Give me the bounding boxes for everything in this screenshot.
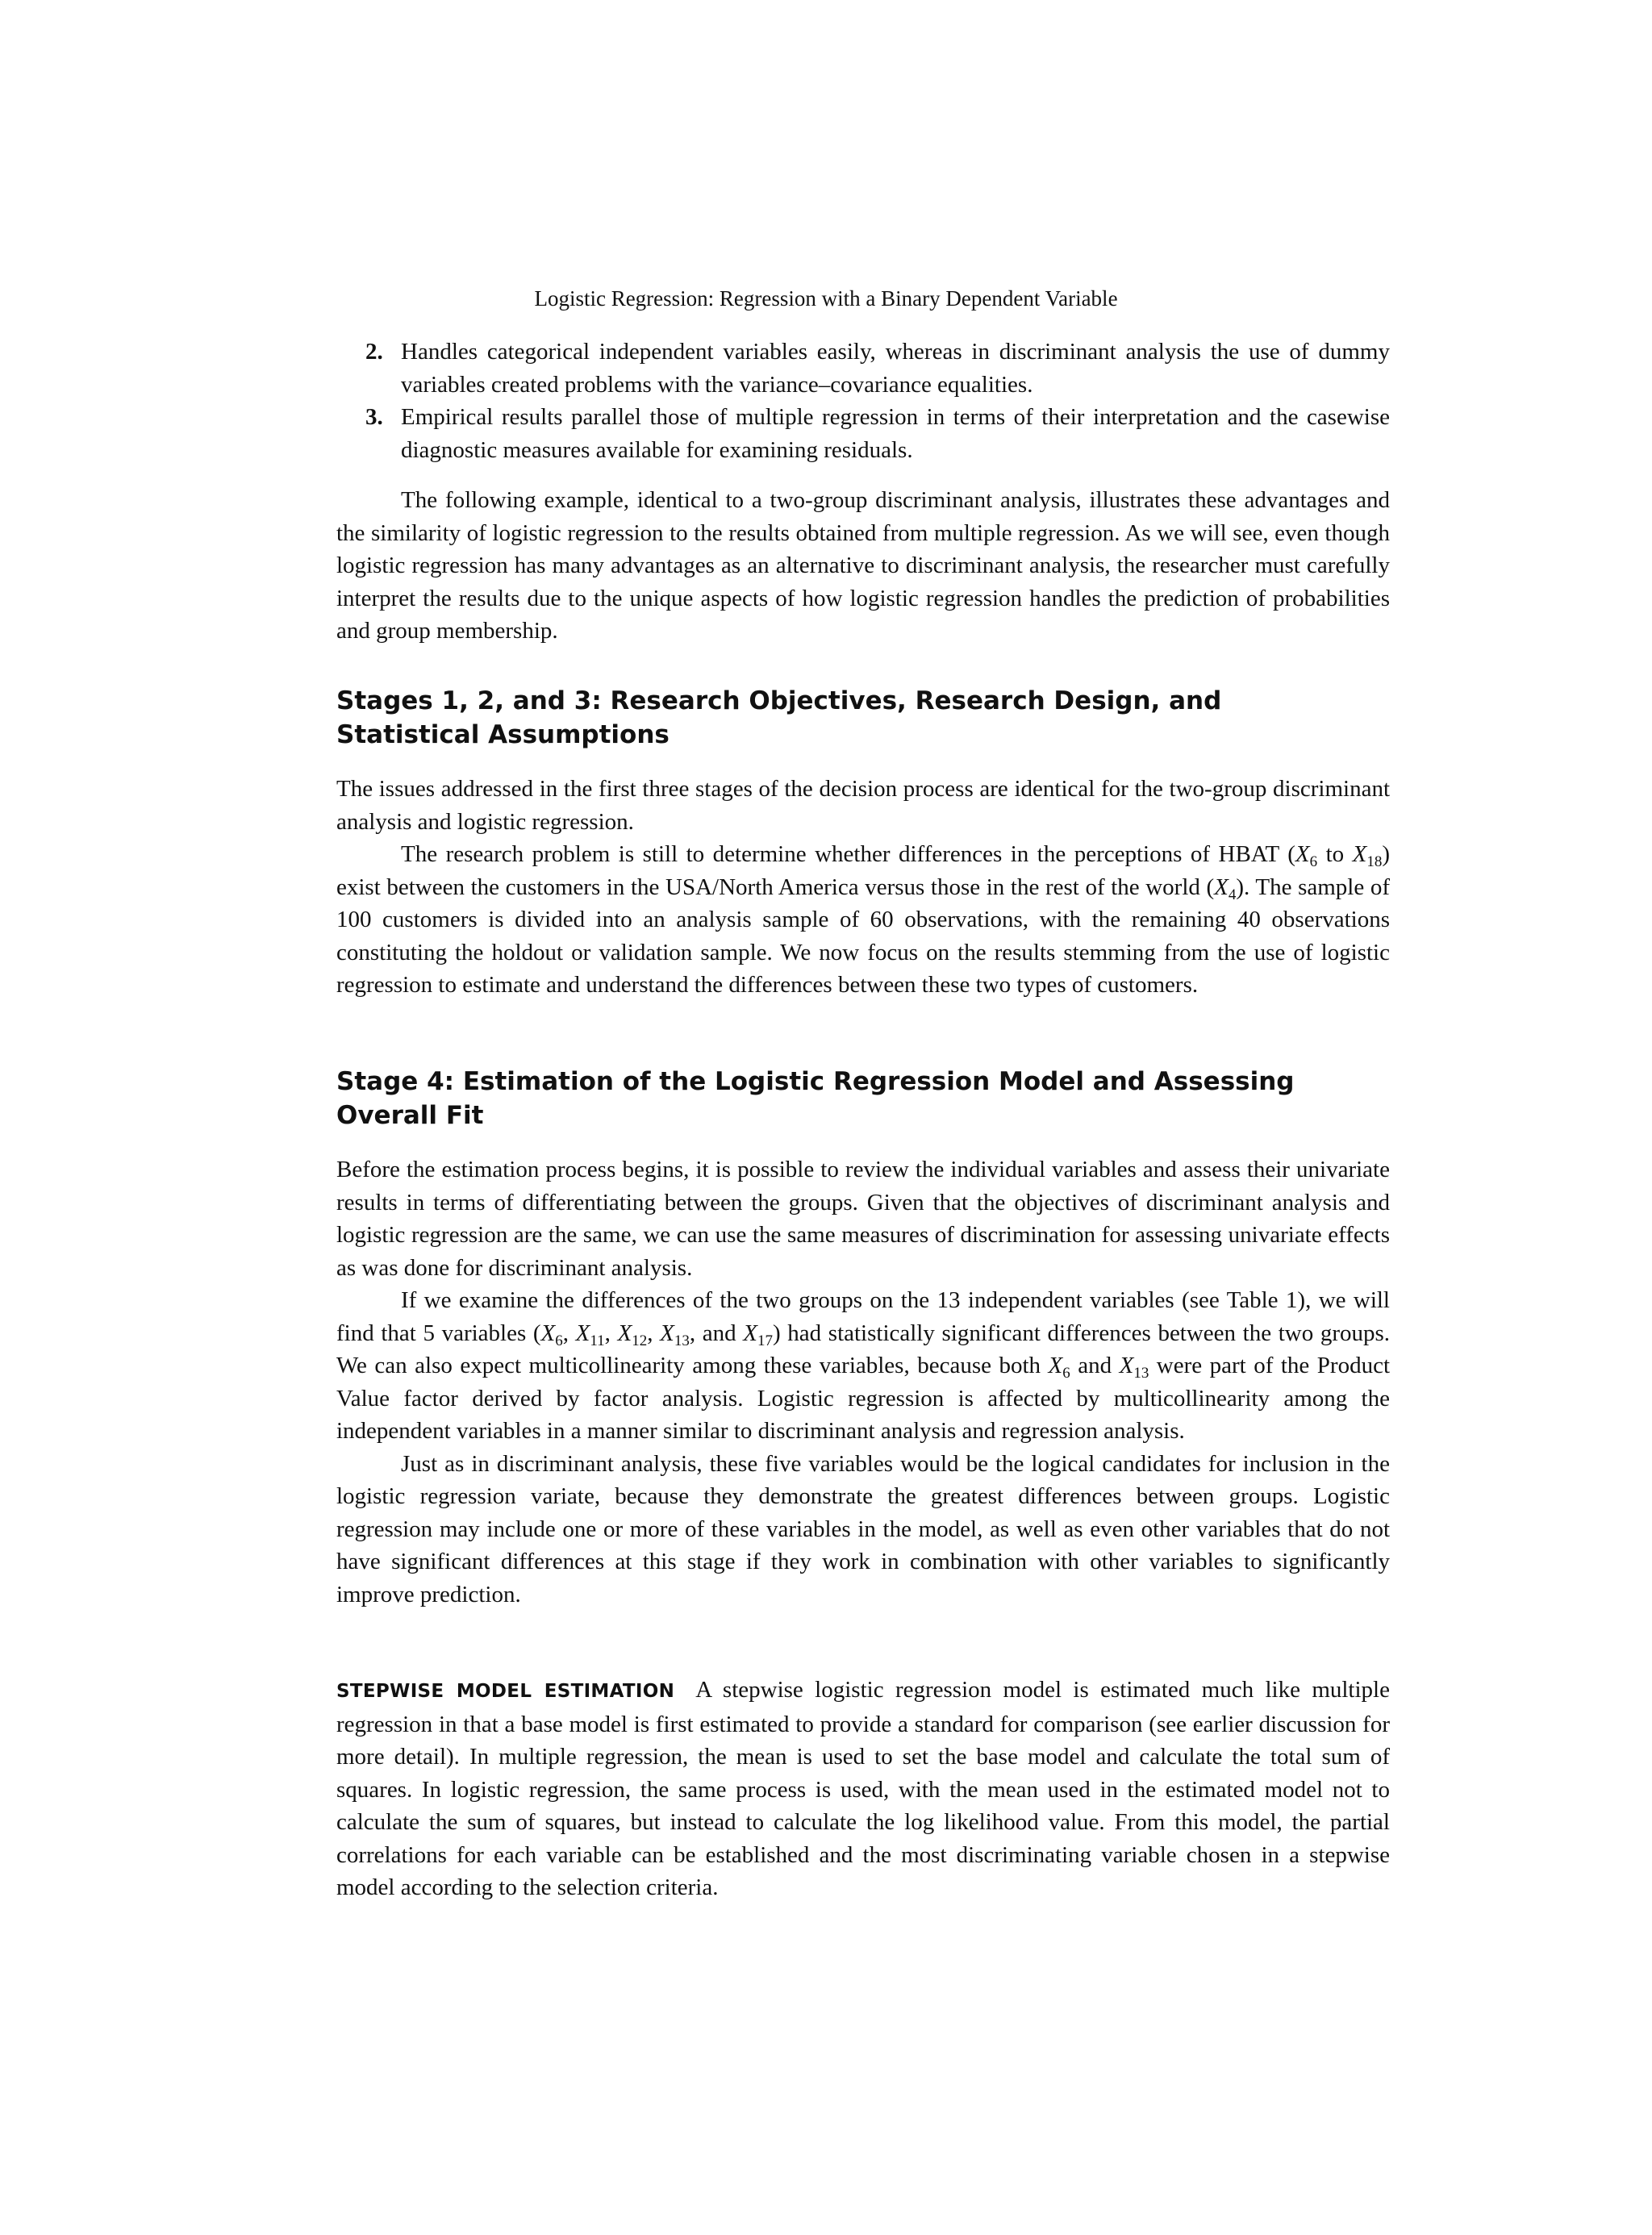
run-in-heading: STEPWISE MODEL ESTIMATION xyxy=(336,1681,675,1702)
variable-x12: $X_{12}$ xyxy=(617,1320,648,1349)
stepwise-section xyxy=(336,1674,1390,1904)
list-text: Empirical results parallel those of multiple regression in terms of their interpretation and the casewise diagnostic measures available for examining residuals. xyxy=(401,404,1390,463)
variable-x6: $X_6$ xyxy=(1048,1353,1070,1382)
intro-paragraph: The following example, identical to a two-group discriminant analysis, illustrates these advantages and the similarity of logistic regression to the results obtained from multiple regression. As we will see, even though logistic regression has many advantages as an alternative to discriminant analysis, the researcher must carefully interpret the results due to the unique aspects of how logistic regression handles the prediction of probabilities and group membership. xyxy=(336,487,1390,644)
list-item xyxy=(336,336,1390,401)
section-heading: Stages 1, 2, and 3: Research Objectives, Research Design, and Statistical Assumptions xyxy=(336,686,1222,749)
variable-x13: $X_{13}$ xyxy=(660,1320,690,1349)
variable-x6: $X_6$ xyxy=(540,1320,563,1349)
paragraph: Just as in discriminant analysis, these five variables would be the logical candidates for inclusion in the logistic regression variate, because they demonstrate the greatest differences between groups. Logistic regression may include one or more of these variables in the model, as well as even other variables that do not have significant differences at this stage if they work in combination with other variables to significantly improve prediction. xyxy=(336,1450,1390,1607)
list-number: 2. xyxy=(365,339,383,365)
stepwise-text: A stepwise logistic regression model is estimated much like multiple regression in that a base model is first estimated to provide a standard for comparison (see earlier discussion for more detail). In multiple regression, the mean is used to set the base model and calculate the total sum of squares. In logistic regression, the same process is used, with the mean used in the estimated model not to calculate the sum of squares, but instead to calculate the log likelihood value. From this model, the partial correlations for each variable can be established and the most discriminating variable chosen in a stepwise model according to the selection criteria. xyxy=(336,1677,1390,1900)
list-number: 3. xyxy=(365,404,383,430)
paragraph xyxy=(336,1674,1390,1904)
variable-x4: $X_4$ xyxy=(1214,874,1237,903)
list-item xyxy=(336,401,1390,466)
variable-x17: $X_{17}$ xyxy=(743,1320,773,1349)
section-1-body xyxy=(336,773,1390,1002)
paragraph: The research problem is still to determine whether differences in the perceptions of HBAT ($X_6$ to $X_{18}$) exist between the customers in the USA/North America versus those in the rest of the world $(X_4)$. The sample of 100 customers is divided into an analysis sample of 60 observations, with the remaining 40 observations constituting the holdout or validation sample. We now focus on the results stemming from the use of logistic regression to estimate and understand the differences between these two types of customers. xyxy=(336,841,1391,998)
section-1-heading-block xyxy=(336,684,1390,752)
variable-x11: $X_{11}$ xyxy=(575,1320,605,1349)
intro-section xyxy=(336,484,1390,648)
section-2-body xyxy=(336,1153,1390,1611)
paragraph: If we examine the differences of the two groups on the 13 independent variables (see Table 1), we will find that 5 variables ($X_6$, $X_{11}$, $X_{12}$, $X_{13}$, and $X_{17}$) had statistically significant differences between the two groups. We can also expect multicollinearity among these variables, because both $X_6$ and $X_{13}$ were part of the Product Value factor derived by factor analysis. Logistic regression is affected by multicollinearity among the independent variables in a manner similar to discriminant analysis and regression analysis. xyxy=(336,1287,1391,1444)
section-heading: Stage 4: Estimation of the Logistic Regression Model and Assessing Overall Fit xyxy=(336,1067,1295,1130)
section-2-heading-block xyxy=(336,1065,1390,1132)
numbered-list xyxy=(336,336,1390,466)
paragraph: Before the estimation process begins, it is possible to review the individual variables and assess their univariate results in terms of differentiating between the groups. Given that the objectives of discriminant analysis and logistic regression are the same, we can use the same measures of discrimination for assessing univariate effects as was done for discriminant analysis. xyxy=(336,1157,1390,1281)
running-header: Logistic Regression: Regression with a Binary Dependent Variable xyxy=(534,286,1118,311)
variable-x6: $X_6$ xyxy=(1295,841,1318,870)
variable-x13: $X_{13}$ xyxy=(1119,1353,1149,1382)
list-text: Handles categorical independent variables easily, whereas in discriminant analysis the use of dummy variables created problems with the variance–covariance equalities. xyxy=(401,339,1390,398)
paragraph: The issues addressed in the first three stages of the decision process are identical for the two-group discriminant analysis and logistic regression. xyxy=(336,776,1390,835)
variable-x18: $X_{18}$ xyxy=(1352,841,1383,870)
